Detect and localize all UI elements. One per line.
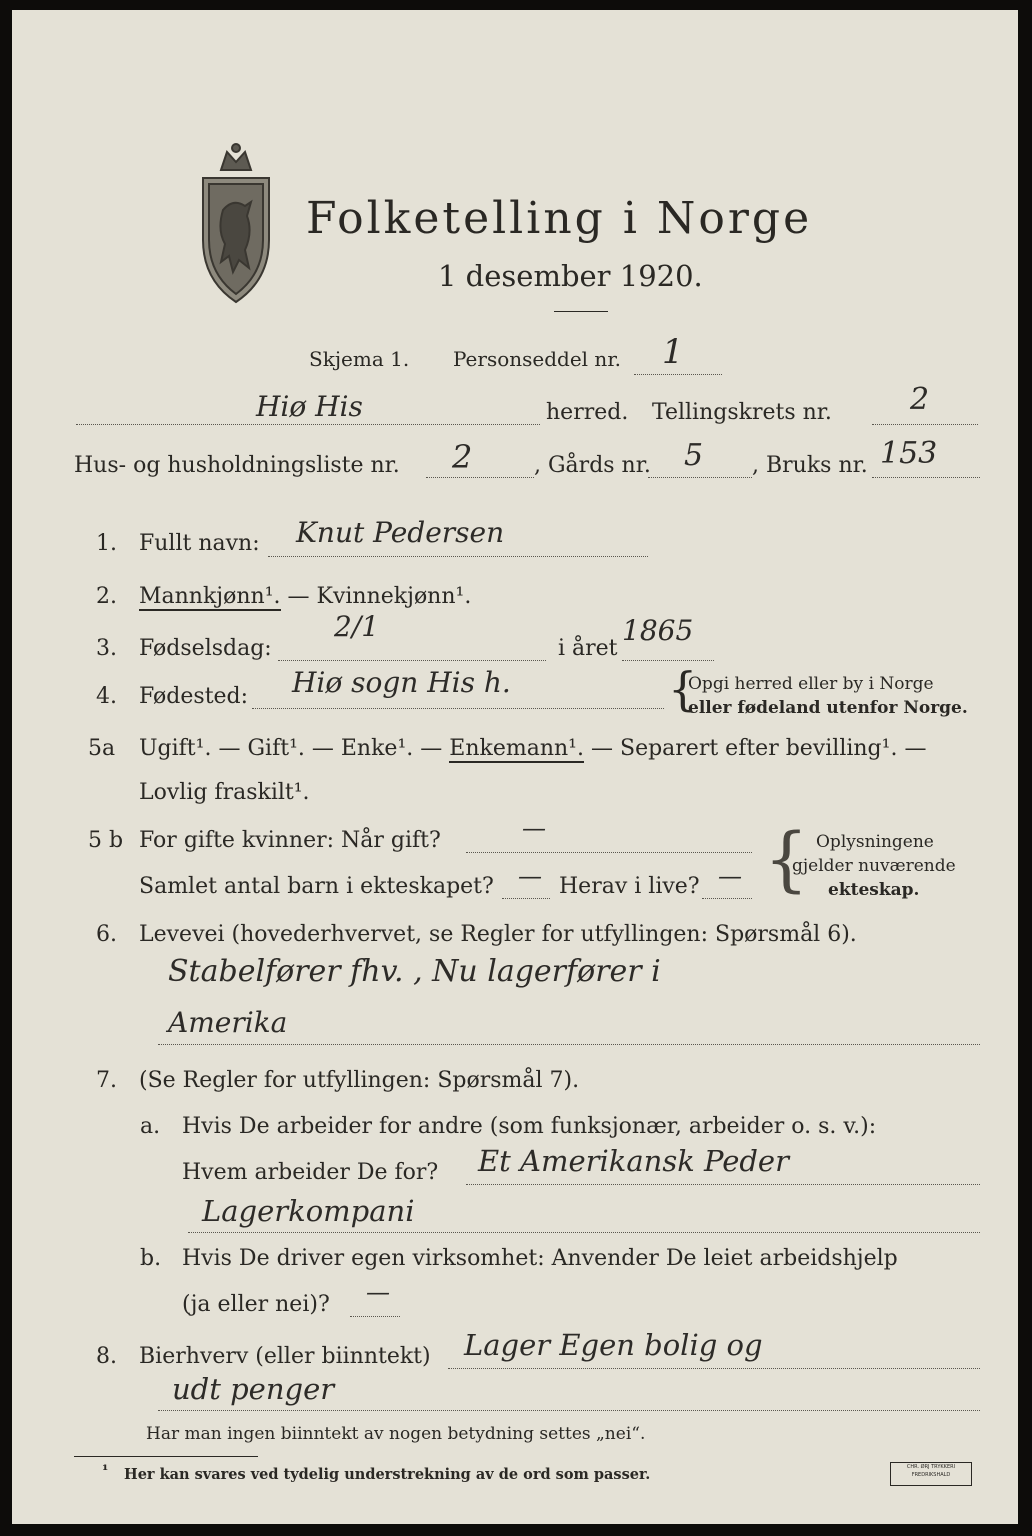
footnote-text: Her kan svares ved tydelig understrekning av de ord som passer. [124, 1466, 651, 1483]
form-date: 1 desember 1920. [438, 259, 703, 293]
q7-number: 7. [96, 1068, 117, 1093]
widower-option[interactable]: Enkemann¹. [449, 736, 584, 761]
personseddel-value[interactable]: 1 [662, 332, 684, 372]
hus-value[interactable]: 2 [452, 438, 473, 476]
schema-label: Skjema 1. [309, 347, 410, 371]
q7a-letter: a. [140, 1114, 161, 1139]
widow-option[interactable]: Enke¹. [340, 736, 414, 761]
gards-value[interactable]: 5 [684, 438, 704, 473]
q1-label: Fullt navn: [139, 531, 260, 556]
form-title: Folketelling i Norge [306, 193, 813, 244]
coat-of-arms-icon [193, 140, 279, 310]
married-option[interactable]: Gift¹. [247, 736, 305, 761]
q8-note: Har man ingen biinntekt av nogen betydning settes „nei“. [146, 1424, 646, 1444]
male-option[interactable]: Mannkjønn¹. [139, 584, 281, 609]
q4-note-1: Opgi herred eller by i Norge [688, 674, 934, 694]
children-total-value[interactable]: — [518, 862, 542, 890]
occupation-value-1[interactable]: Stabelfører fhv. , Nu lagerfører i [168, 954, 661, 989]
full-name-value[interactable]: Knut Pedersen [296, 516, 505, 549]
birth-year-value[interactable]: 1865 [622, 614, 694, 647]
female-option[interactable]: Kvinnekjønn¹. [316, 584, 472, 609]
q2-sex-line: Mannkjønn¹. — Kvinnekjønn¹. [139, 584, 472, 609]
married-when-value[interactable]: — [522, 814, 546, 842]
footnote-divider [74, 1456, 258, 1457]
q2-number: 2. [96, 584, 117, 609]
unmarried-option[interactable]: Ugift¹. [139, 736, 212, 761]
footnote-mark: ¹ [102, 1462, 109, 1479]
herred-value[interactable]: Hiø His [256, 390, 363, 423]
bruks-value[interactable]: 153 [880, 436, 938, 471]
tellingskrets-label: Tellingskrets nr. [652, 400, 832, 425]
q5b-label-3: Herav i live? [559, 874, 700, 899]
q8-number: 8. [96, 1344, 117, 1369]
q7-label: (Se Regler for utfyllingen: Spørsmål 7). [139, 1068, 580, 1093]
printer-stamp: CHR. ØRJ TRYKKERI FREDRIKSHALD [890, 1462, 972, 1486]
q7a-text: Hvis De arbeider for andre (som funksjonær, arbeider o. s. v.): [182, 1114, 877, 1139]
q7b-question: (ja eller nei)? [182, 1292, 330, 1317]
q5b-note-3: ekteskap. [828, 880, 920, 900]
title-divider [554, 311, 608, 312]
q6-number: 6. [96, 922, 117, 947]
q4-number: 4. [96, 684, 117, 709]
q3-year-label: i året [558, 636, 618, 661]
q4-note-2: eller fødeland utenfor Norge. [688, 698, 968, 718]
hus-label: Hus- og husholdningsliste nr. [74, 453, 400, 478]
side-income-value-2[interactable]: udt penger [172, 1372, 335, 1406]
side-income-value-1[interactable]: Lager Egen bolig og [464, 1328, 763, 1362]
personseddel-label: Personseddel nr. [453, 347, 622, 371]
separated-option[interactable]: Separert efter bevilling¹. [620, 736, 898, 761]
q5a-options: Ugift¹. — Gift¹. — Enke¹. — Enkemann¹. — Separert efter bevilling¹. — [139, 736, 927, 761]
q7b-text: Hvis De driver egen virksomhet: Anvender De leiet arbeidshjelp [182, 1246, 898, 1271]
q1-number: 1. [96, 531, 117, 556]
divorced-option[interactable]: Lovlig fraskilt¹. [139, 780, 310, 805]
birthday-value[interactable]: 2/1 [334, 610, 380, 643]
census-form-page: Folketelling i Norge 1 desember 1920. Skjema 1. Personseddel nr. 1 Hiø His herred. Tellingskrets nr. 2 Hus- og husholdningsliste nr. 2 , Gårds nr. 5 , Bruks nr. 153 1. Fullt navn: Knut Pedersen 2. Mannkjønn¹. — Kvinnekjønn¹. 3. Fødselsdag: 2/1 i året 1865 4. Fødested: Hiø sogn His h. { Opgi herred eller by i Norge eller fødeland utenfor Norge. 5a Ugift¹. — Gift¹. — Enke¹. — Enkemann¹. — Separert efter bevilling¹. — Lovlig fraskilt¹. 5 b For gifte kvinner: Når gift? — Samlet antal barn i ekteskapet? — Herav i live? — { Oplysningene gjelder nuværende ekteskap. 6. Levevei (hovederhvervet, se Regler for utfyllingen: Spørsmål 6). Stabelfører fhv. , Nu lagerfører i Amerika 7. (Se Regler for utfyllingen: Spørsmål 7). a. Hvis De arbeider for andre (som funksjonær, arbeider o. s. v.): Hvem arbeider De for? Et Amerikansk Peder Lagerkompani b. Hvis De driver egen virksomhet: Anvender De leiet arbeidshjelp (ja eller nei)? — 8. Bierhverv (eller biinntekt) Lager Egen bolig og udt penger Har man ingen biinntekt av nogen betydning settes „nei“. ¹ Her kan svares ved tydelig understrekning av de ord som passer. CHR. ØRJ TRYKKERI FREDRIKSHALD [12, 10, 1018, 1524]
q5a-number: 5a [88, 736, 116, 761]
children-alive-value[interactable]: — [718, 862, 742, 890]
herred-label: herred. [546, 400, 629, 425]
q5b-label-2: Samlet antal barn i ekteskapet? [139, 874, 494, 899]
q6-label: Levevei (hovederhvervet, se Regler for utfyllingen: Spørsmål 6). [139, 922, 857, 947]
birthplace-value[interactable]: Hiø sogn His h. [292, 666, 511, 699]
q3-number: 3. [96, 636, 117, 661]
hired-help-value[interactable]: — [366, 1278, 390, 1306]
q5b-note-2: gjelder nuværende [792, 856, 956, 876]
q7a-question: Hvem arbeider De for? [182, 1160, 439, 1185]
q5b-note-1: Oplysningene [816, 832, 934, 852]
q5b-number: 5 b [88, 828, 124, 853]
bruks-label: , Bruks nr. [752, 453, 868, 478]
q5b-label-1: For gifte kvinner: Når gift? [139, 828, 441, 853]
q7b-letter: b. [140, 1246, 162, 1271]
q4-label: Fødested: [139, 684, 249, 709]
employer-value-2[interactable]: Lagerkompani [202, 1194, 415, 1228]
tellingskrets-value[interactable]: 2 [910, 382, 930, 417]
occupation-value-2[interactable]: Amerika [168, 1006, 288, 1039]
employer-value-1[interactable]: Et Amerikansk Peder [478, 1144, 789, 1178]
q8-label: Bierhverv (eller biinntekt) [139, 1344, 431, 1369]
gards-label: , Gårds nr. [534, 453, 651, 478]
q3-label: Fødselsdag: [139, 636, 272, 661]
